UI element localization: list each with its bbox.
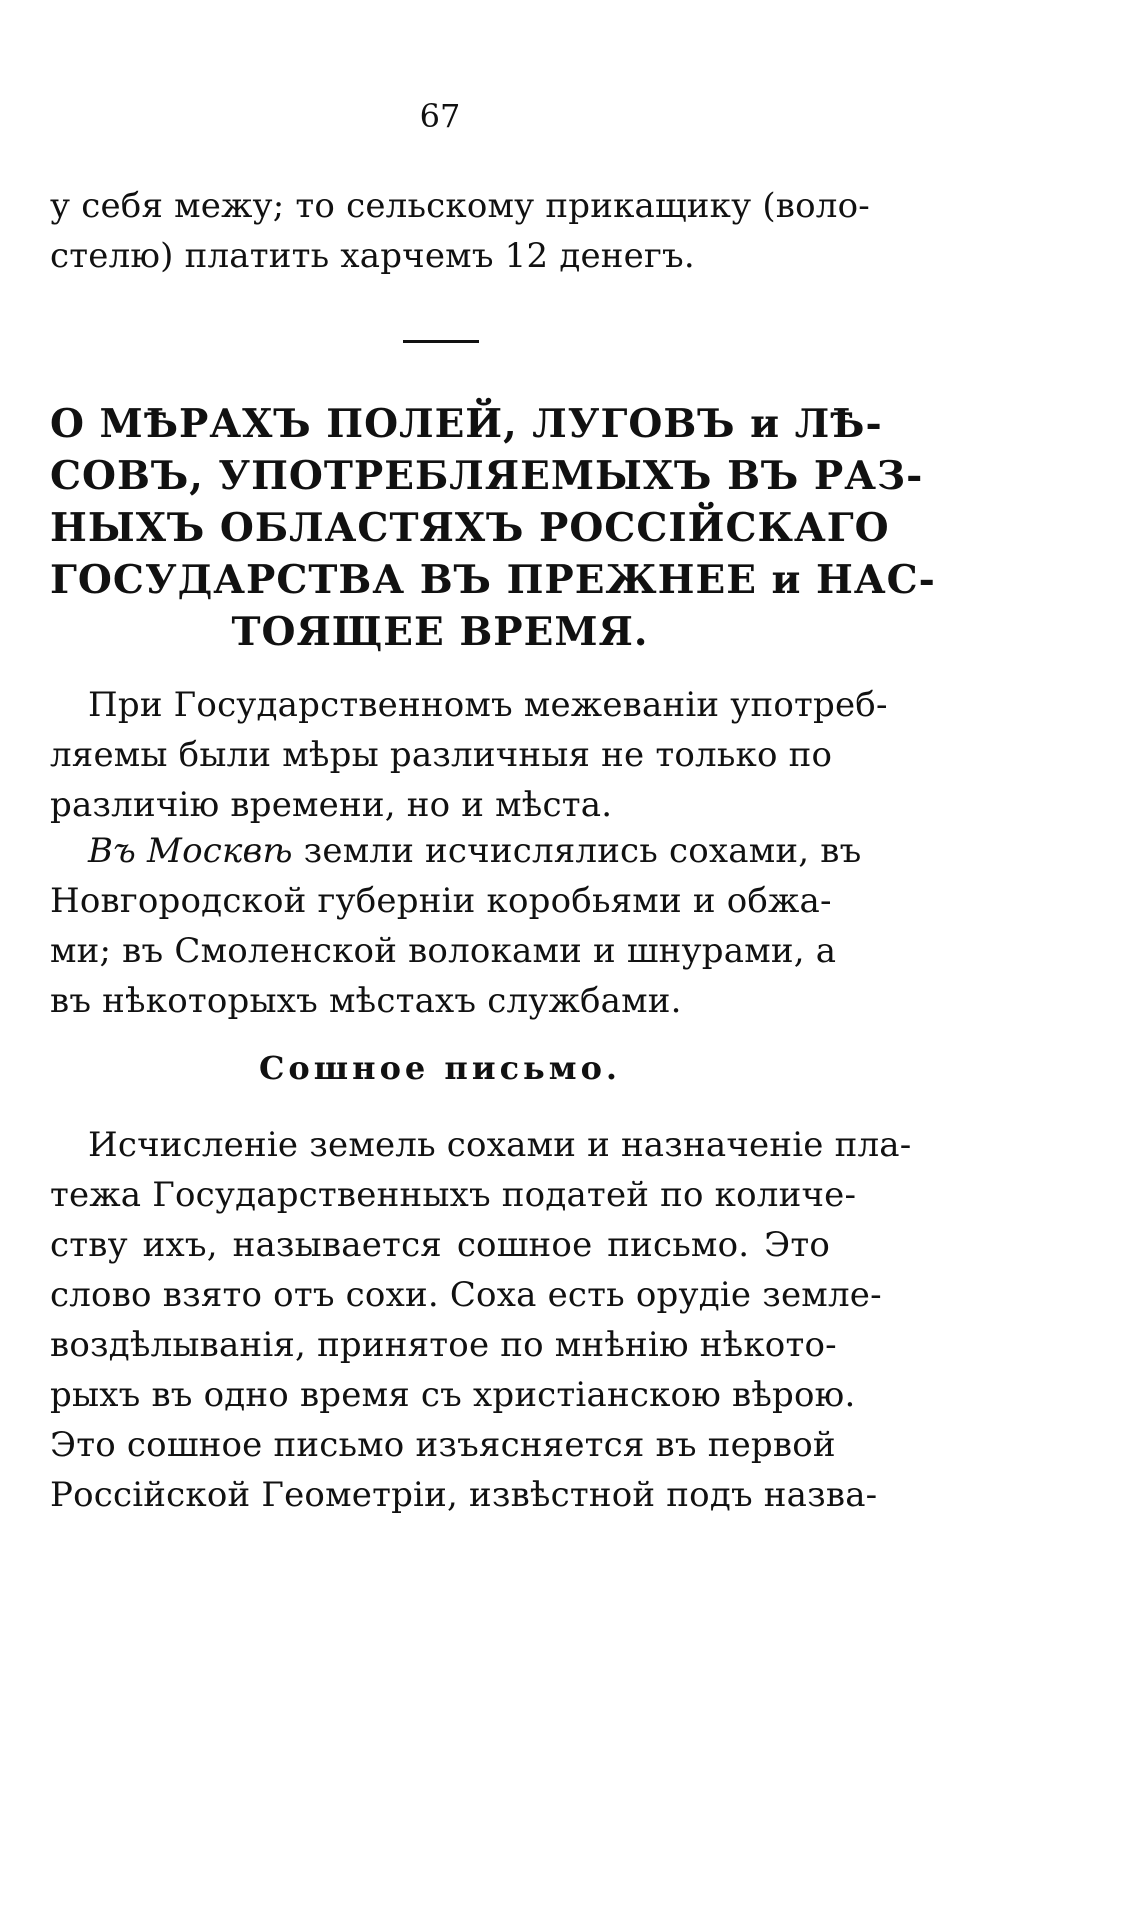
- section-divider: [403, 340, 479, 343]
- text-line: Это сошное письмо изъясняется въ первой: [50, 1425, 836, 1465]
- heading-line: ТОЯЩЕЕ ВРЕМЯ.: [231, 609, 649, 655]
- section-heading: [50, 398, 936, 658]
- moscow-paragraph: [50, 826, 862, 1026]
- text-line: стелю) платить харчемъ 12 денегъ.: [50, 236, 695, 276]
- heading-line: НЫХЪ ОБЛАСТЯХЪ РОССІЙСКАГО: [50, 505, 890, 551]
- text-line: ми; въ Смоленской волоками и шнурами, а: [50, 931, 837, 971]
- text-line: различію времени, но и мѣста.: [50, 785, 613, 825]
- text-line: [50, 826, 862, 876]
- subsection-heading: Сошное письмо.: [258, 1049, 622, 1087]
- heading-line: О МѢРАХЪ ПОЛЕЙ, ЛУГОВЪ и ЛѢ-: [50, 401, 883, 447]
- text-line: ству ихъ, называется сошное письмо. Это: [50, 1225, 830, 1265]
- page-number: 67: [419, 97, 461, 135]
- continuation-paragraph: [50, 181, 870, 281]
- text-line: воздѣлыванія, принятое по мнѣнію нѣкото-: [50, 1325, 837, 1365]
- place-name-italic: Въ Москвѣ: [88, 831, 293, 871]
- text-line: Новгородской губерніи коробьями и обжа-: [50, 881, 832, 921]
- text-fragment: земли исчислялись сохами, въ: [292, 831, 862, 871]
- text-line: тежа Государственныхъ податей по количе-: [50, 1175, 857, 1215]
- text-line: слово взято отъ сохи. Соха есть орудіе земле-: [50, 1275, 882, 1315]
- text-line: рыхъ въ одно время съ христіанскою вѣрою.: [50, 1375, 856, 1415]
- text-line: ляемы были мѣры различныя не только по: [50, 735, 833, 775]
- text-line: въ нѣкоторыхъ мѣстахъ службами.: [50, 981, 682, 1021]
- heading-line: СОВЪ, УПОТРЕБЛЯЕМЫХЪ ВЪ РАЗ-: [50, 453, 924, 499]
- intro-paragraph: [50, 680, 888, 830]
- heading-line: ГОСУДАРСТВА ВЪ ПРЕЖНЕЕ и НАС-: [50, 557, 936, 603]
- text-line: Исчисленіе земель сохами и назначеніе пла-: [88, 1125, 912, 1165]
- sokha-paragraph: [50, 1120, 912, 1520]
- text-line: При Государственномъ межеваніи употреб-: [88, 685, 888, 725]
- text-line: Россійской Геометріи, извѣстной подъ назва-: [50, 1475, 878, 1515]
- text-line: у себя межу; то сельскому прикащику (воло-: [50, 186, 870, 226]
